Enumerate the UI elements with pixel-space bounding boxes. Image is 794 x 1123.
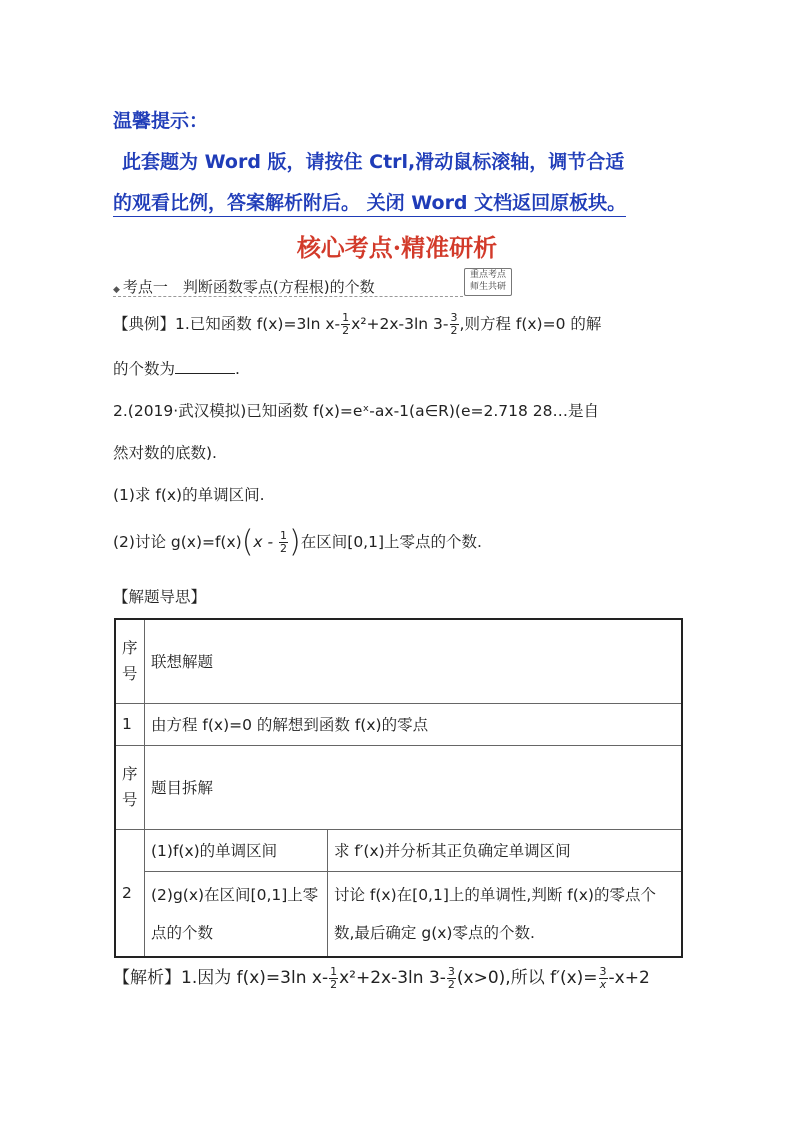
q2-paren-inner: x - xyxy=(253,533,279,551)
guide-table xyxy=(114,618,683,958)
guide-tag: 【解题导思】 xyxy=(113,588,207,606)
knowledge-point-label: 考点一 判断函数零点(方程根)的个数 xyxy=(122,278,375,296)
solution-text-a: 1.因为 f(x)=3ln x- xyxy=(181,968,329,988)
table-cell-num: 1 xyxy=(115,703,145,745)
q1-text-a: 1.已知函数 f(x)=3ln x- xyxy=(175,315,341,333)
frac-num: 3 xyxy=(450,311,458,324)
knowledge-point-divider xyxy=(113,296,463,297)
knowledge-point-stamp xyxy=(464,268,512,296)
example-tag: 【典例】 xyxy=(113,315,176,333)
table-row xyxy=(115,745,682,829)
frac-den: 2 xyxy=(342,324,350,337)
tip-line-2: 的观看比例，答案解析附后。 关闭 Word 文档返回原板块。 xyxy=(113,188,626,217)
table-row xyxy=(115,829,682,871)
knowledge-point-heading xyxy=(113,276,375,297)
example-q2-line1: 2.(2019·武汉模拟)已知函数 f(x)=eˣ-ax-1(a∈R)(e=2.718 28…是自 xyxy=(113,402,599,420)
table-row xyxy=(115,871,682,957)
frac-num: 3 xyxy=(447,964,455,978)
table-cell-left: (1)f(x)的单调区间 xyxy=(145,829,328,871)
table-cell-left: (2)g(x)在区间[0,1]上零点的个数 xyxy=(145,871,328,957)
section-title: 核心考点·精准研析 xyxy=(296,233,498,262)
solution-tag: 【解析】 xyxy=(113,968,181,988)
table-cell-num: 2 xyxy=(115,829,145,957)
solution-line xyxy=(113,963,650,991)
table-cell-header: 联想解题 xyxy=(145,619,683,703)
table-cell-text: 由方程 f(x)=0 的解想到函数 f(x)的零点 xyxy=(145,703,683,745)
table-cell-num: 序号 xyxy=(115,619,145,703)
q2-sub2-text-a: (2)讨论 g(x)=f(x) xyxy=(113,533,242,551)
example-q2-line2: 然对数的底数). xyxy=(113,444,217,462)
example-q1-line1 xyxy=(113,312,601,337)
q1-fraction-1 xyxy=(341,312,350,337)
q2-fraction xyxy=(279,530,288,555)
stamp-line-2: 师生共研 xyxy=(469,282,506,292)
frac-den: 2 xyxy=(280,542,288,555)
q1-text-b: x²+2x-3ln 3- xyxy=(351,315,449,333)
solution-text-d: -x+2 xyxy=(608,968,650,988)
table-row xyxy=(115,619,682,703)
frac-den: x xyxy=(599,977,607,991)
frac-num: 1 xyxy=(330,964,338,978)
solution-fraction-3 xyxy=(599,966,608,991)
example-q2-sub2 xyxy=(113,524,482,560)
example-q2-sub1: (1)求 f(x)的单调区间. xyxy=(113,486,265,504)
stamp-line-1: 重点考点 xyxy=(469,270,506,280)
frac-num: 3 xyxy=(599,964,607,978)
table-cell-right: 讨论 f(x)在[0,1]上的单调性,判断 f(x)的零点个数,最后确定 g(x)零点的个数. xyxy=(328,871,683,957)
q1-line2-text: 的个数为 xyxy=(113,360,176,378)
q1-text-c: ,则方程 f(x)=0 的解 xyxy=(459,315,602,333)
tip-title: 温馨提示： xyxy=(113,110,209,132)
solution-text-b: x²+2x-3ln 3- xyxy=(339,968,446,988)
solution-fraction-1 xyxy=(329,966,338,991)
q1-line2-end: . xyxy=(235,360,240,378)
right-paren: ) xyxy=(289,524,301,560)
answer-blank xyxy=(175,359,235,374)
q2-sub2-text-b: 在区间[0,1]上零点的个数. xyxy=(300,533,482,551)
table-cell-header: 题目拆解 xyxy=(145,745,683,829)
frac-den: 2 xyxy=(450,324,458,337)
table-row xyxy=(115,703,682,745)
solution-text-c: (x>0),所以 f′(x)= xyxy=(456,968,598,988)
solution-fraction-2 xyxy=(447,966,456,991)
diamond-icon: ◆ xyxy=(113,285,120,295)
frac-den: 2 xyxy=(447,977,455,991)
table-cell-num: 序号 xyxy=(115,745,145,829)
left-paren: ( xyxy=(241,524,254,560)
q1-fraction-2 xyxy=(450,312,459,337)
frac-den: 2 xyxy=(330,977,338,991)
frac-num: 1 xyxy=(280,529,288,542)
example-q1-line2 xyxy=(113,357,240,379)
frac-num: 1 xyxy=(342,311,350,324)
tip-line-1: 此套题为 Word 版，请按住 Ctrl,滑动鼠标滚轴，调节合适 xyxy=(122,151,625,173)
table-cell-right: 求 f′(x)并分析其正负确定单调区间 xyxy=(328,829,683,871)
